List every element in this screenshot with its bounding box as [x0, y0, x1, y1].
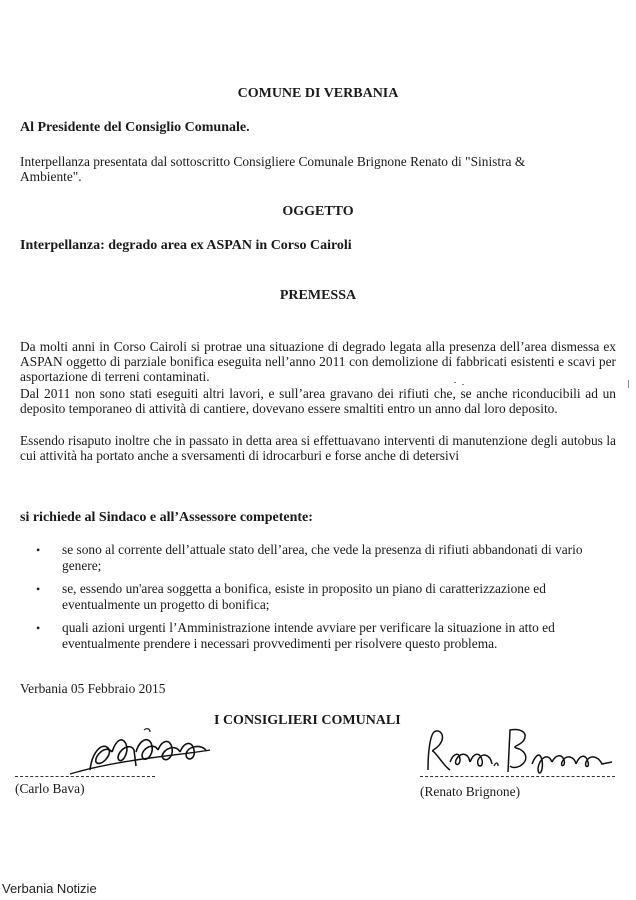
- oggetto-heading: OGGETTO: [282, 204, 354, 219]
- list-item-text: se sono al corrente dell’attuale stato dell’area, che vede la presenza di rifiuti abbandonati di vario genere;: [62, 542, 583, 573]
- place-date: Verbania 05 Febbraio 2015: [20, 681, 166, 696]
- scan-speck: [628, 380, 629, 388]
- scan-speck: [462, 384, 464, 385]
- signature-right-icon: [420, 722, 620, 780]
- intro-line-2: Ambiente".: [20, 169, 82, 184]
- premessa-paragraph-2: Dal 2011 non sono stati eseguiti altri lavori, e sull’area gravano dei rifiuti che, se anche riconducibili ad un deposito temporaneo di attività di cantiere, dovevano essere smaltiti entro un anno dal loro deposito.: [20, 386, 616, 417]
- list-item: [30, 542, 616, 574]
- premessa-heading: PREMESSA: [279, 288, 357, 303]
- signatories-heading: I CONSIGLIERI COMUNALI: [214, 713, 401, 728]
- oggetto-text: Interpellanza: degrado area ex ASPAN in Corso Cairoli: [20, 238, 352, 253]
- list-item: [30, 581, 616, 613]
- list-item-text: se, essendo un'area soggetta a bonifica, esiste in proposito un piano di caratterizzazione ed eventualmente un progetto di bonifica;: [62, 581, 546, 612]
- signer-left-name: (Carlo Bava): [15, 781, 85, 796]
- list-item-text: quali azioni urgenti l’Amministrazione intende avviare per verificare la situazione in atto ed eventualmente prendere i necessari provvedimenti per risolvere questo problema.: [62, 620, 555, 651]
- source-caption: Verbania Notizie: [2, 881, 97, 896]
- list-item: [30, 620, 616, 652]
- document-title: COMUNE DI VERBANIA: [237, 86, 399, 101]
- signature-line-right: [420, 776, 615, 777]
- premessa-paragraph-1: Da molti anni in Corso Cairoli si protrae una situazione di degrado legata alla presenza dell’area dismessa ex ASPAN oggetto di parziale bonifica eseguita nell’anno 2011 con demolizione di fabbricati esistenti e scavi per asportazione di terreni contaminati.: [20, 339, 616, 385]
- bullet-icon: •: [36, 582, 41, 596]
- premessa-paragraph-3: Essendo risaputo inoltre che in passato in detta area si effettuavano interventi di manutenzione degli autobus la cui attività ha portato anche a sversamenti di idrocarburi e forse anche di detersivi: [20, 433, 616, 464]
- scan-speck: [454, 382, 456, 383]
- bullet-icon: •: [36, 621, 41, 635]
- request-heading: si richiede al Sindaco e all’Assessore competente:: [20, 510, 313, 525]
- request-list: [30, 542, 616, 659]
- recipient-line: Al Presidente del Consiglio Comunale.: [20, 120, 250, 135]
- signature-line-left: [15, 776, 155, 777]
- signer-right-name: (Renato Brignone): [420, 784, 521, 799]
- bullet-icon: •: [36, 543, 41, 557]
- intro-line-1: Interpellanza presentata dal sottoscritto Consigliere Comunale Brignone Renato di "Sinistra &: [20, 154, 526, 169]
- signature-left-icon: [60, 722, 220, 784]
